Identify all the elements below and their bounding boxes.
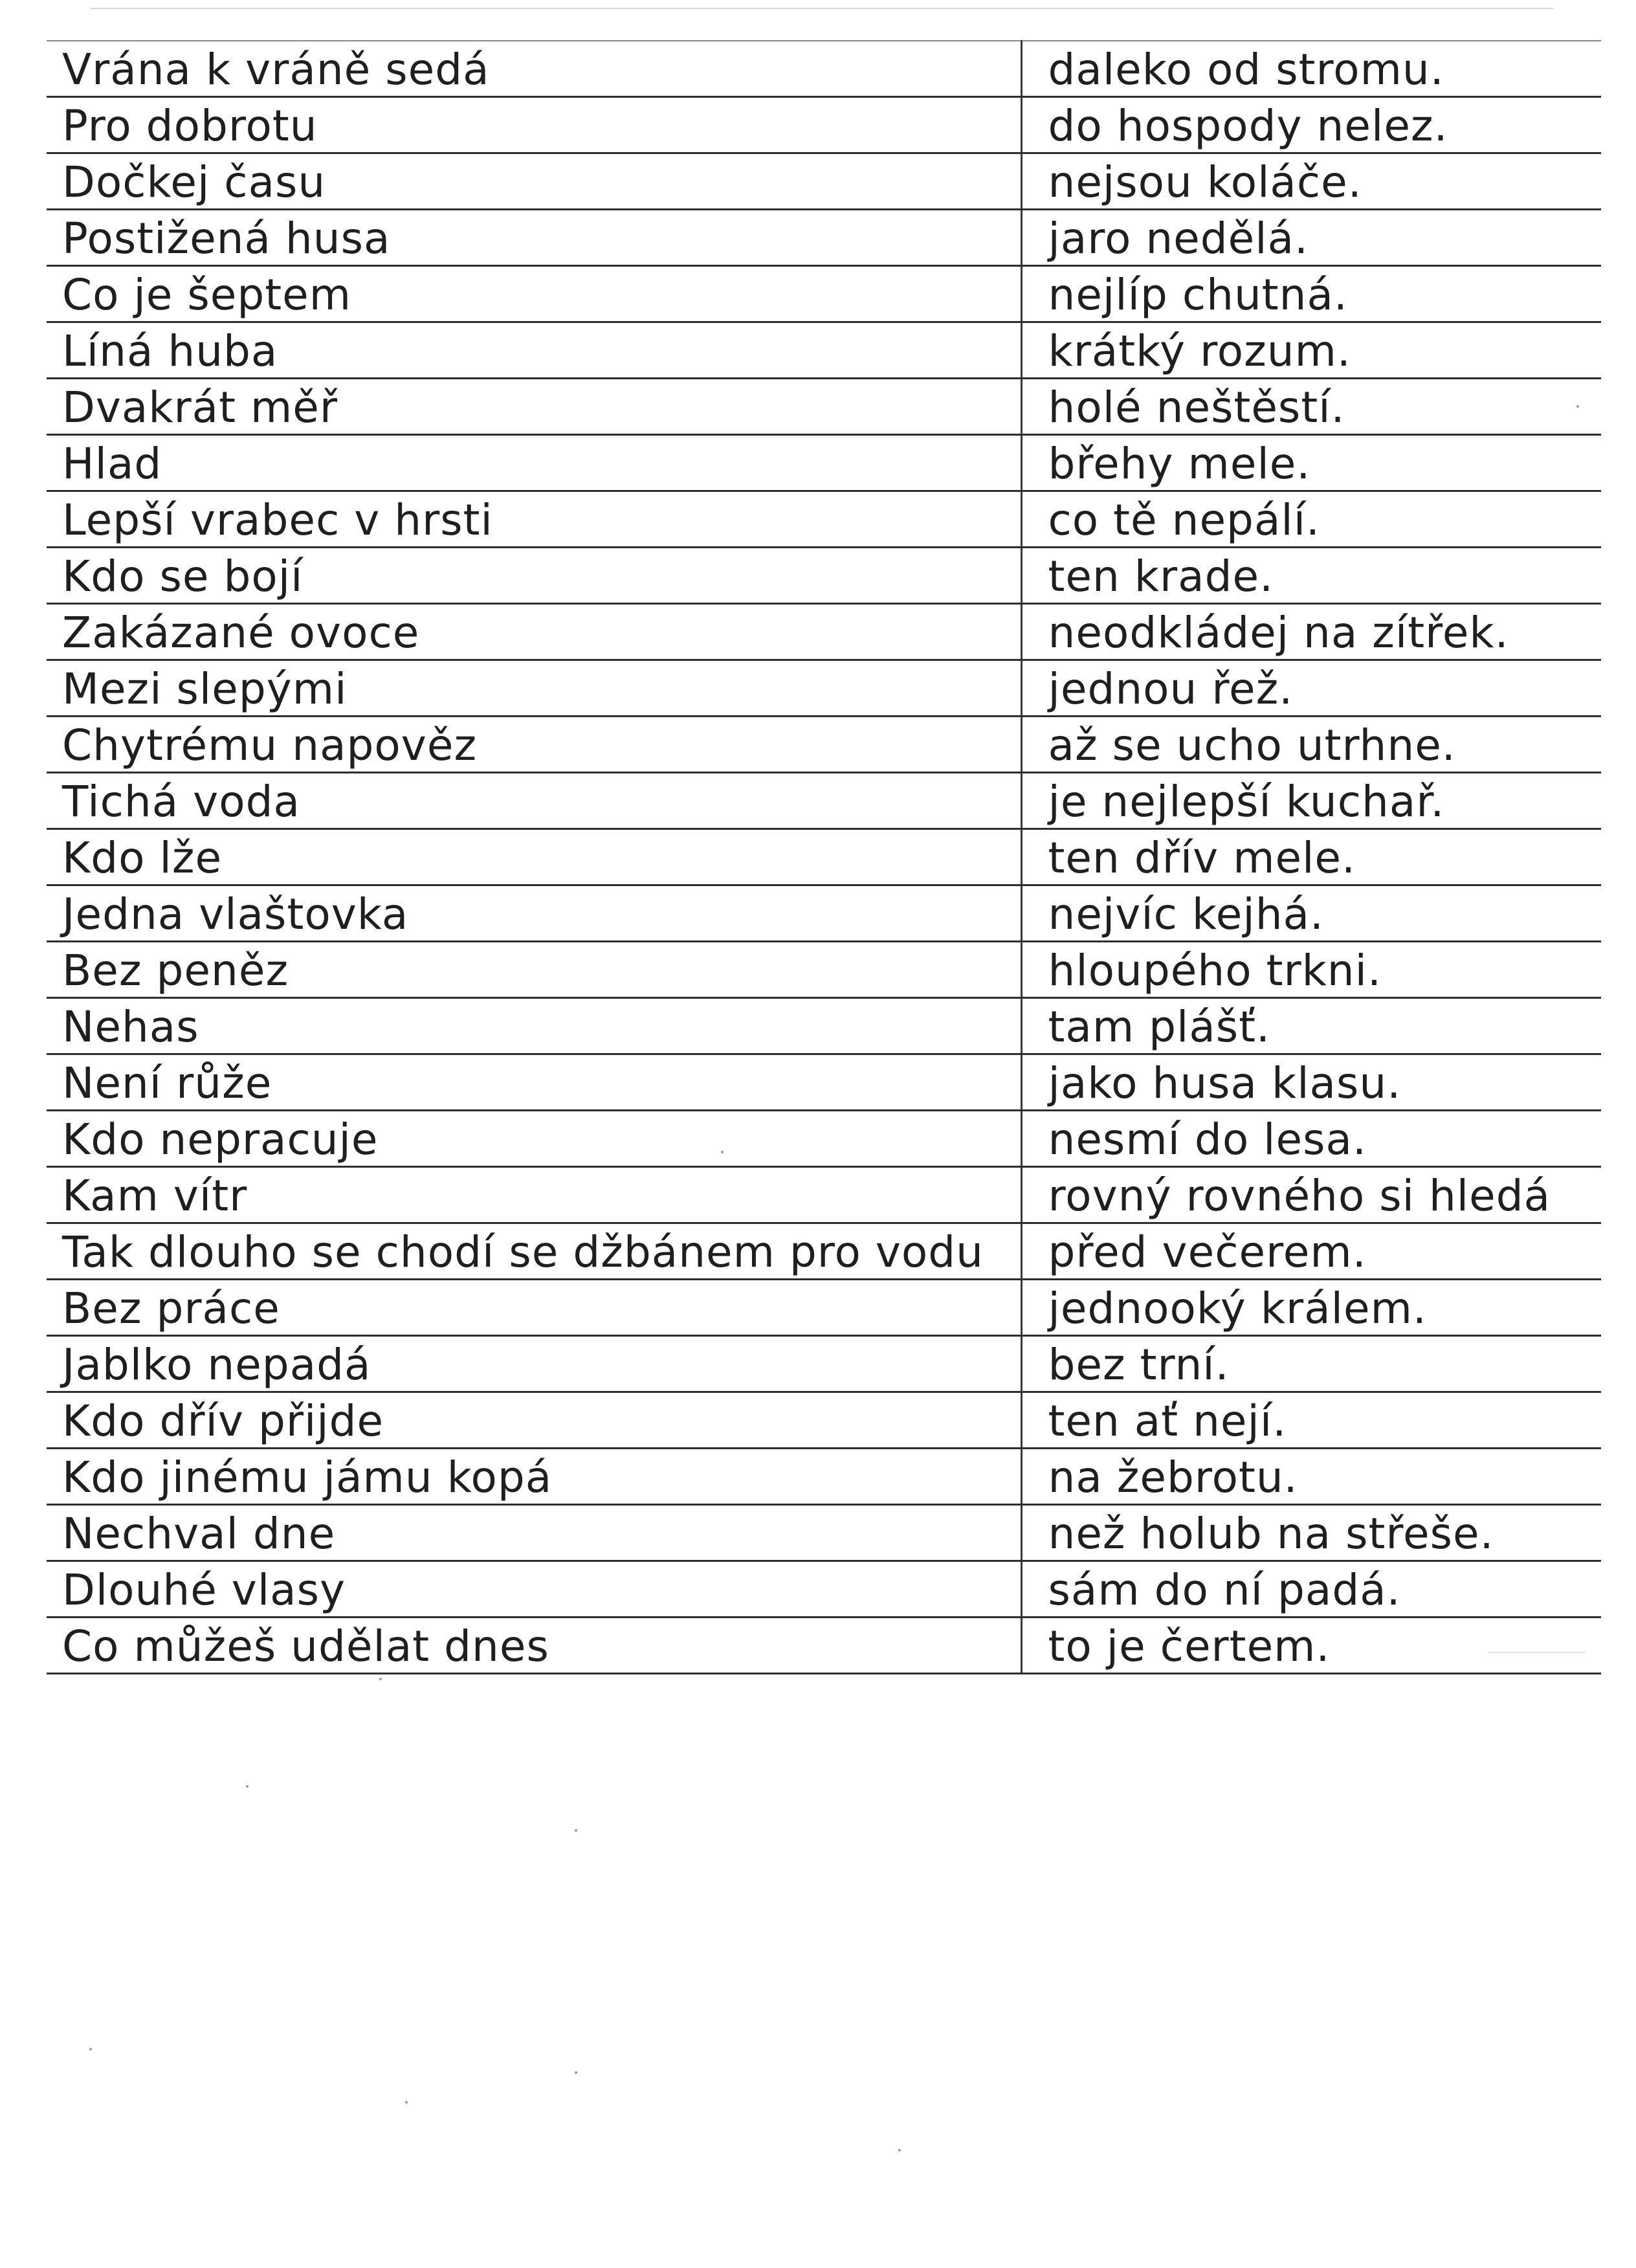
scan-speck — [575, 1829, 577, 1832]
table-row — [47, 1280, 1601, 1336]
proverb-matching-table — [47, 40, 1601, 1674]
scan-top-edge — [91, 8, 1553, 9]
proverb-start: Mezi slepými — [47, 660, 1021, 717]
proverb-start: Dvakrát měř — [47, 379, 1021, 435]
proverb-end: co tě nepálí. — [1021, 491, 1601, 548]
table-row — [47, 435, 1601, 491]
proverb-start: Postižená husa — [47, 210, 1021, 266]
proverb-start: Dlouhé vlasy — [47, 1561, 1021, 1618]
proverb-start: Kam vítr — [47, 1167, 1021, 1223]
table-row — [47, 1392, 1601, 1449]
proverb-end: nesmí do lesa. — [1021, 1111, 1601, 1167]
table-row — [47, 1223, 1601, 1280]
proverb-end: před večerem. — [1021, 1223, 1601, 1280]
proverb-start: Vrána k vráně sedá — [47, 41, 1021, 97]
table-row — [47, 1054, 1601, 1111]
proverb-start: Kdo lže — [47, 829, 1021, 885]
proverb-start: Bez práce — [47, 1280, 1021, 1336]
table-row — [47, 1449, 1601, 1505]
scan-speck — [1576, 405, 1579, 408]
proverb-end: nejsou koláče. — [1021, 153, 1601, 210]
table-row — [47, 1167, 1601, 1223]
proverb-start: Kdo nepracuje — [47, 1111, 1021, 1167]
scan-speck — [898, 2149, 901, 2151]
proverb-end: jednou řež. — [1021, 660, 1601, 717]
proverb-end: daleko od stromu. — [1021, 41, 1601, 97]
proverb-end: hloupého trkni. — [1021, 942, 1601, 998]
table-row — [47, 1505, 1601, 1561]
proverb-start: Co je šeptem — [47, 266, 1021, 322]
scan-speck — [246, 1785, 249, 1788]
proverb-start: Hlad — [47, 435, 1021, 491]
proverb-start: Lepší vrabec v hrsti — [47, 491, 1021, 548]
table-row — [47, 548, 1601, 604]
proverb-end: to je čertem. — [1021, 1618, 1601, 1674]
proverb-end: tam plášť. — [1021, 998, 1601, 1054]
table-row — [47, 1561, 1601, 1618]
table-row — [47, 379, 1601, 435]
proverb-start: Kdo se bojí — [47, 548, 1021, 604]
proverb-end: jaro nedělá. — [1021, 210, 1601, 266]
proverb-end: holé neštěstí. — [1021, 379, 1601, 435]
proverb-matching-table-wrap — [47, 40, 1601, 1674]
table-row — [47, 773, 1601, 829]
proverb-start: Líná huba — [47, 322, 1021, 379]
table-row — [47, 660, 1601, 717]
table-row — [47, 1111, 1601, 1167]
table-row — [47, 1336, 1601, 1392]
table-row — [47, 885, 1601, 942]
proverb-end: sám do ní padá. — [1021, 1561, 1601, 1618]
table-row — [47, 210, 1601, 266]
proverb-start: Zakázané ovoce — [47, 604, 1021, 660]
proverb-end: jako husa klasu. — [1021, 1054, 1601, 1111]
proverb-end: ten dřív mele. — [1021, 829, 1601, 885]
proverb-end: bez trní. — [1021, 1336, 1601, 1392]
table-row — [47, 604, 1601, 660]
table-row — [47, 1618, 1601, 1674]
proverb-end: ten krade. — [1021, 548, 1601, 604]
table-row — [47, 322, 1601, 379]
proverb-start: Dočkej času — [47, 153, 1021, 210]
proverb-end: je nejlepší kuchař. — [1021, 773, 1601, 829]
proverb-end: až se ucho utrhne. — [1021, 717, 1601, 773]
proverb-end: jednooký králem. — [1021, 1280, 1601, 1336]
table-row — [47, 41, 1601, 97]
proverb-end: do hospody nelez. — [1021, 97, 1601, 153]
proverb-start: Jedna vlaštovka — [47, 885, 1021, 942]
proverb-start: Jablko nepadá — [47, 1336, 1021, 1392]
table-row — [47, 153, 1601, 210]
proverb-start: Nehas — [47, 998, 1021, 1054]
proverb-end: než holub na střeše. — [1021, 1505, 1601, 1561]
scan-speck — [379, 1678, 382, 1680]
proverb-start: Kdo jinému jámu kopá — [47, 1449, 1021, 1505]
scan-artifact-line — [1488, 1652, 1586, 1653]
proverb-end: neodkládej na zítřek. — [1021, 604, 1601, 660]
proverb-end: ten ať nejí. — [1021, 1392, 1601, 1449]
table-row — [47, 491, 1601, 548]
table-row — [47, 97, 1601, 153]
proverb-start: Co můžeš udělat dnes — [47, 1618, 1021, 1674]
proverb-start: Bez peněz — [47, 942, 1021, 998]
proverb-end: nejvíc kejhá. — [1021, 885, 1601, 942]
proverb-start: Kdo dřív přijde — [47, 1392, 1021, 1449]
scan-speck — [89, 2048, 92, 2051]
proverb-start: Pro dobrotu — [47, 97, 1021, 153]
proverb-end: rovný rovného si hledá — [1021, 1167, 1601, 1223]
table-row — [47, 829, 1601, 885]
proverb-start: Nechval dne — [47, 1505, 1021, 1561]
scan-speck — [575, 2071, 577, 2074]
proverb-start: Není růže — [47, 1054, 1021, 1111]
proverb-end: na žebrotu. — [1021, 1449, 1601, 1505]
proverb-end: nejlíp chutná. — [1021, 266, 1601, 322]
proverb-start: Tichá voda — [47, 773, 1021, 829]
table-row — [47, 266, 1601, 322]
table-row — [47, 998, 1601, 1054]
proverb-start: Chytrému napověz — [47, 717, 1021, 773]
proverb-end: krátký rozum. — [1021, 322, 1601, 379]
proverb-start: Tak dlouho se chodí se džbánem pro vodu — [47, 1223, 1021, 1280]
table-row — [47, 942, 1601, 998]
proverb-end: břehy mele. — [1021, 435, 1601, 491]
scan-speck — [721, 1151, 724, 1153]
table-row — [47, 717, 1601, 773]
scan-speck — [405, 2101, 408, 2104]
